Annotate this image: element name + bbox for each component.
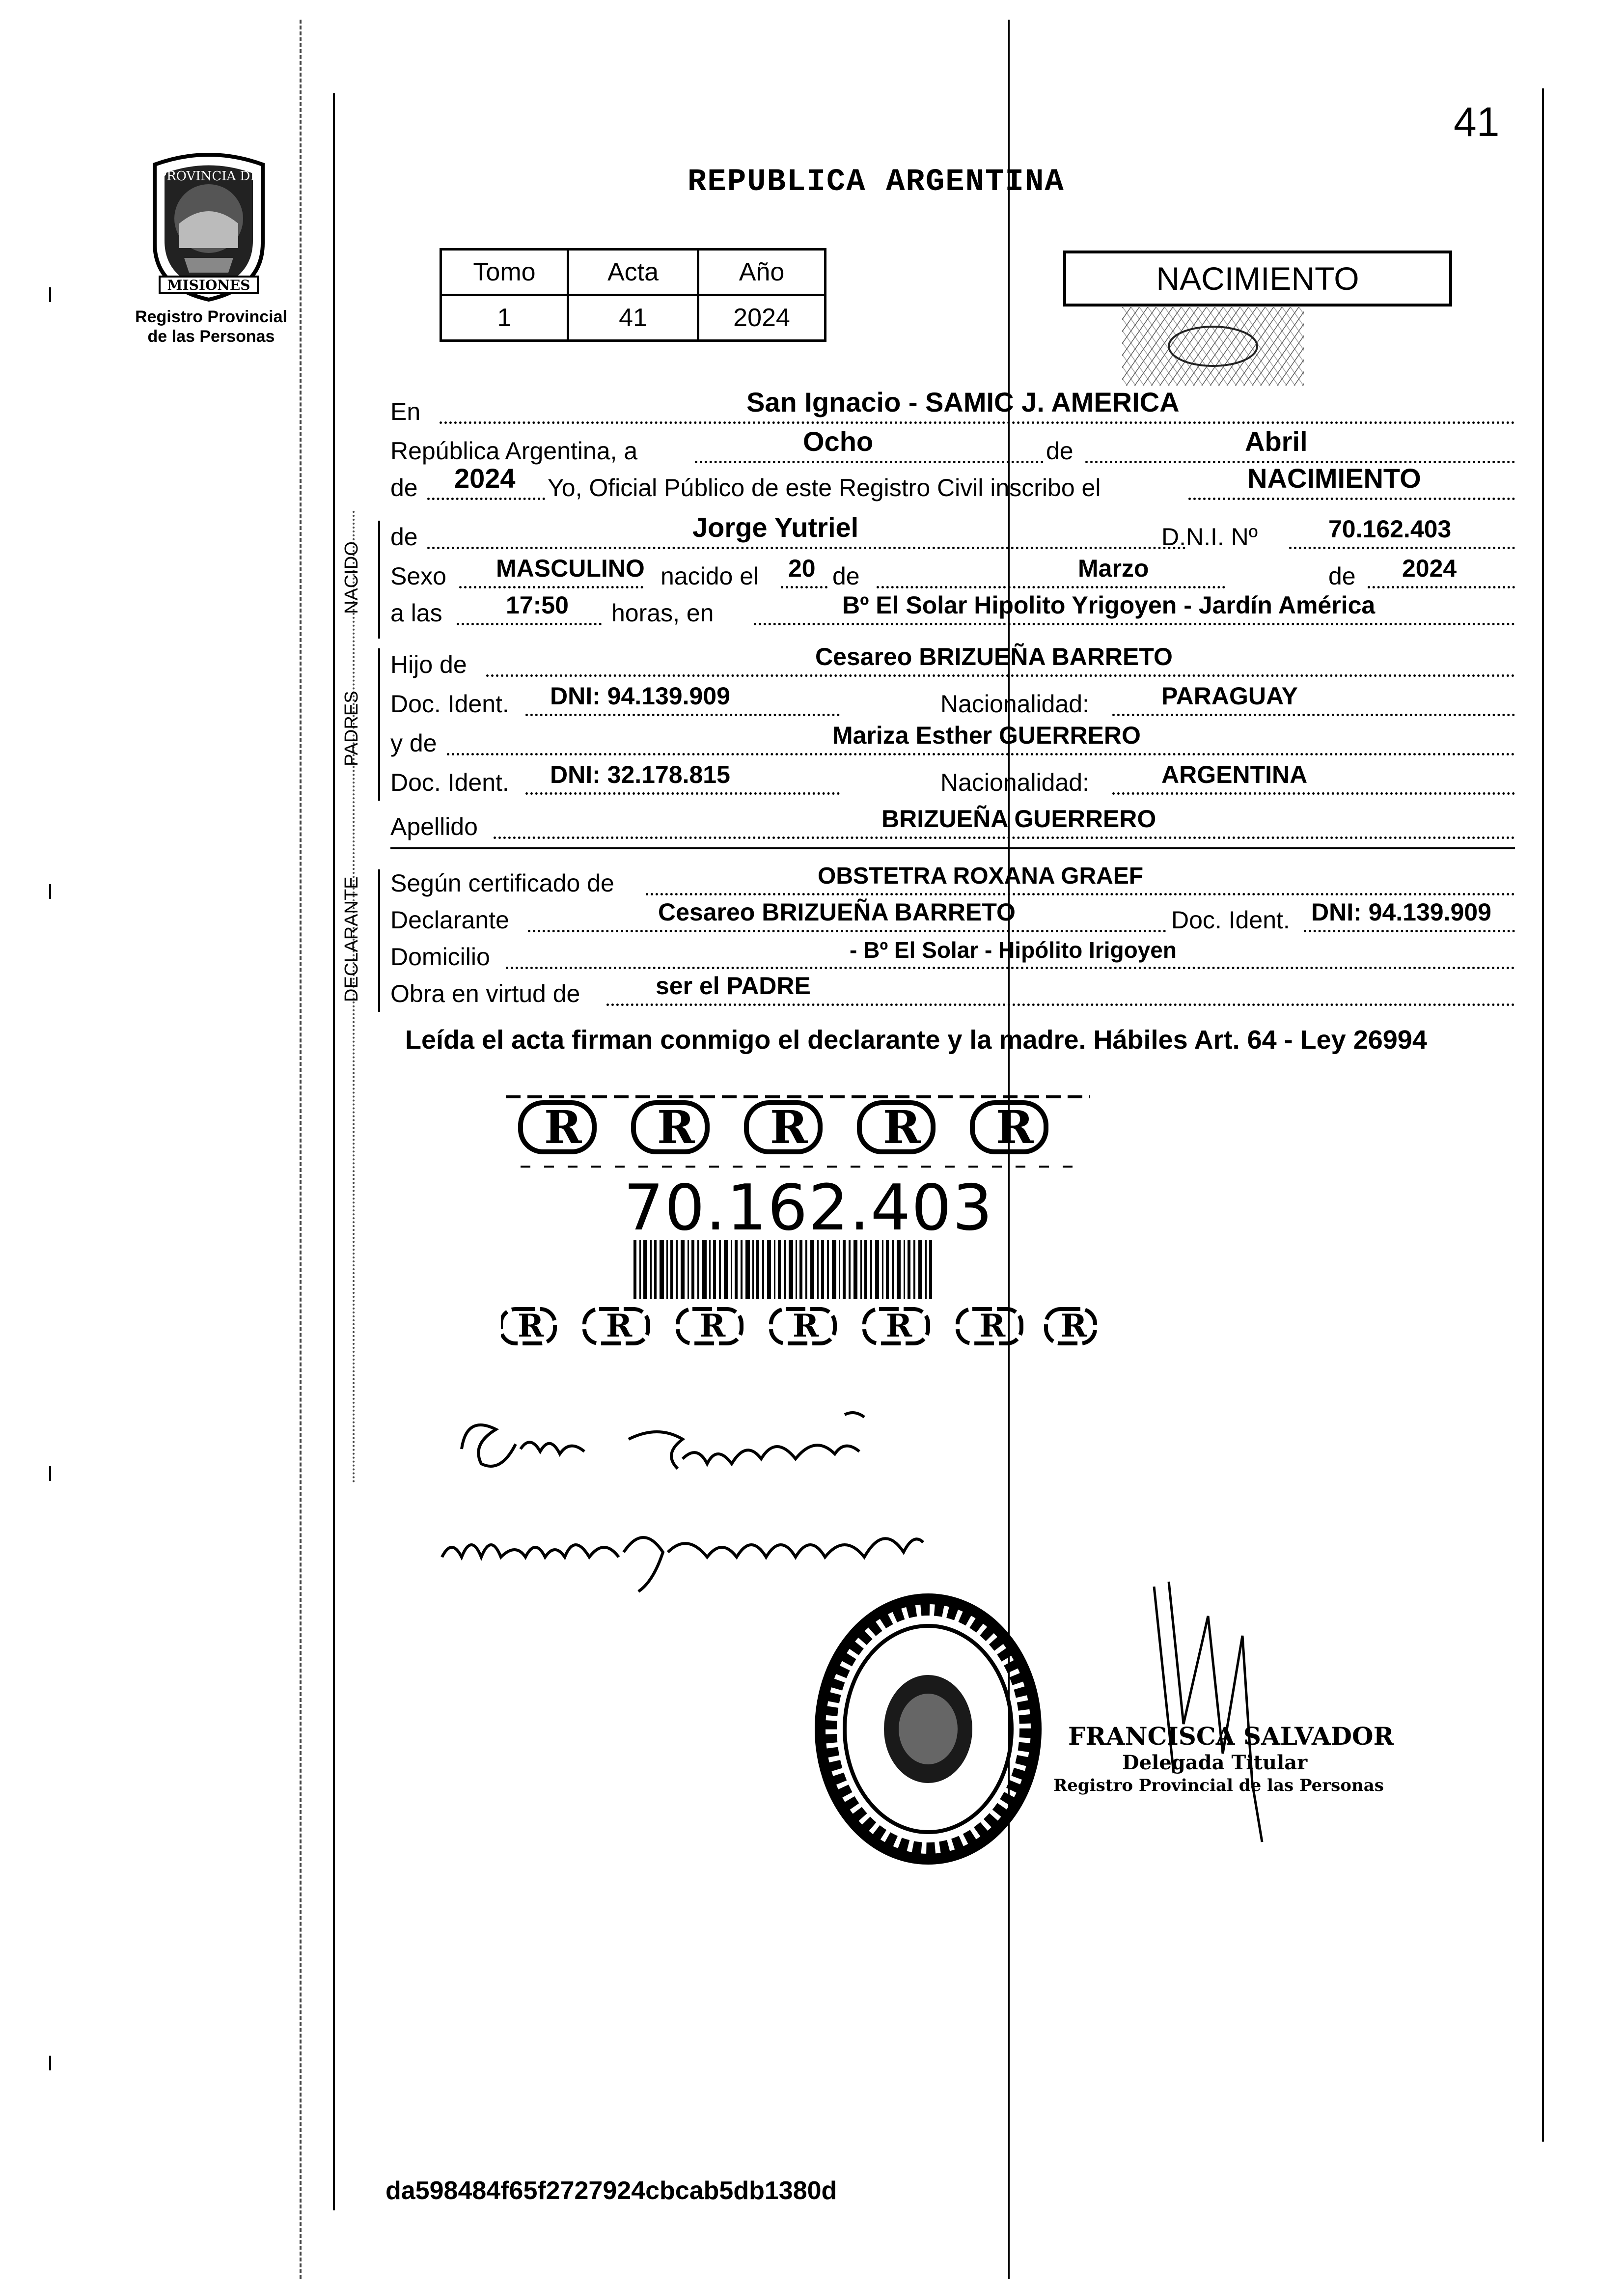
birth-year-value: 2024 [1402, 555, 1457, 582]
child-name-label: de [390, 523, 418, 551]
time-place-row [390, 591, 1515, 629]
nacido-section-label: NACIDO [341, 541, 362, 614]
padres-group-bar [378, 648, 380, 801]
volume-value-tomo: 1 [441, 295, 568, 341]
svg-text:R: R [544, 1101, 582, 1154]
svg-text:R: R [996, 1101, 1034, 1154]
year-value: 2024 [454, 463, 516, 494]
seal-text-top: PROVINCIA DE [158, 169, 260, 184]
father-row [390, 643, 1515, 681]
binding-mark [49, 1466, 51, 1481]
mother-doc-value: DNI: 32.178.815 [550, 761, 730, 788]
declarant-label: Declarante [390, 906, 509, 934]
father-nat-label: Nacionalidad: [940, 690, 1089, 718]
binding-mark [49, 287, 51, 302]
surname-value: BRIZUEÑA GUERRERO [881, 805, 1156, 833]
act-value: NACIMIENTO [1247, 463, 1421, 494]
year-of-label: de [390, 474, 418, 502]
father-label: Hijo de [390, 651, 467, 678]
mother-nat-value: ARGENTINA [1161, 761, 1308, 788]
svg-text:R: R [518, 1308, 544, 1344]
mother-doc-row [390, 761, 1515, 799]
month-of-label: de [1046, 437, 1073, 465]
reason-value: ser el PADRE [656, 972, 811, 1000]
birth-of-label: de [832, 562, 860, 590]
page-number: 41 [1454, 99, 1500, 145]
svg-text:R: R [886, 1308, 912, 1344]
place-value: San Ignacio - SAMIC J. AMERICA [746, 387, 1180, 418]
address-row [390, 937, 1515, 973]
birth-place-label: horas, en [611, 599, 714, 627]
year-row [390, 463, 1515, 504]
padres-section-label: PADRES [341, 691, 362, 766]
dni-label: D.N.I. Nº [1161, 523, 1258, 551]
sex-value: MASCULINO [496, 555, 645, 582]
official-name: FRANCISCA SALVADOR [1068, 1722, 1394, 1751]
document-title: REPUBLICA ARGENTINA [688, 165, 1065, 200]
country-label: República Argentina, a [390, 437, 638, 465]
record-type-box: NACIMIENTO [1063, 251, 1452, 307]
month-value: Abril [1245, 426, 1308, 457]
surname-label: Apellido [390, 813, 478, 840]
mother-nat-label: Nacionalidad: [940, 769, 1089, 796]
volume-header-anio: Año [698, 250, 826, 295]
volume-table [440, 248, 826, 342]
mother-signature [432, 1503, 977, 1601]
mother-value: Mariza Esther GUERRERO [832, 722, 1141, 749]
misiones-seal-icon [140, 150, 277, 302]
svg-text:R: R [657, 1101, 695, 1154]
born-label: nacido el [661, 562, 759, 590]
mother-label: y de [390, 729, 437, 757]
reason-label: Obra en virtud de [390, 980, 580, 1007]
svg-text:R: R [606, 1308, 633, 1344]
child-dni-value: 70.162.403 [1328, 515, 1452, 543]
certificate-value: OBSTETRA ROXANA GRAEF [818, 863, 1144, 889]
volume-table-header-row [441, 250, 826, 295]
security-hologram-icon [1122, 307, 1304, 386]
certificate-row [390, 863, 1515, 899]
declarant-value: Cesareo BRIZUEÑA BARRETO [658, 898, 1016, 926]
binding-mark [49, 2056, 51, 2070]
declarante-section-label: DECLARANTE [341, 876, 362, 1002]
official-office: Registro Provincial de las Personas [1053, 1776, 1384, 1795]
child-name-row [390, 512, 1515, 553]
seal-text-bottom: MISIONES [167, 277, 250, 293]
volume-table-value-row [441, 295, 826, 341]
security-r-marks-top [521, 1101, 1046, 1154]
document-hash: da598484f65f2727924cbcab5db1380d [385, 2176, 837, 2205]
address-label: Domicilio [390, 943, 490, 971]
volume-value-acta: 41 [568, 295, 698, 341]
father-doc-label: Doc. Ident. [390, 690, 509, 718]
binding-mark [49, 884, 51, 899]
svg-text:R: R [883, 1101, 921, 1154]
address-value: - Bº El Solar - Hipólito Irigoyen [850, 937, 1177, 963]
reason-row [390, 972, 1515, 1010]
volume-header-tomo: Tomo [441, 250, 568, 295]
volume-value-anio: 2024 [698, 295, 826, 341]
issuer-name [118, 307, 304, 346]
official-round-stamp-icon [810, 1591, 1046, 1867]
right-border-line [1542, 88, 1544, 2142]
svg-text:R: R [793, 1308, 819, 1344]
child-name-value: Jorge Yutriel [692, 512, 859, 543]
declarante-group-bar [378, 869, 380, 1012]
day-value: Ocho [803, 426, 874, 457]
official-role: Delegada Titular [1122, 1751, 1308, 1774]
place-row [390, 387, 1515, 428]
father-value: Cesareo BRIZUEÑA BARRETO [815, 643, 1173, 670]
closing-statement: Leída el acta firman conmigo el declarante y la madre. Hábiles Art. 64 - Ley 26994 [405, 1025, 1427, 1055]
declarant-signature [452, 1405, 923, 1503]
security-stamp-number: 70.162.403 [624, 1171, 993, 1245]
nacido-group-bar [378, 521, 380, 639]
father-doc-row [390, 682, 1515, 720]
registry-statement: Yo, Oficial Público de este Registro Civil inscribo el [548, 474, 1101, 502]
official-signature [1115, 1577, 1321, 1852]
surname-row [390, 805, 1515, 843]
father-nat-value: PARAGUAY [1161, 682, 1298, 710]
surname-rule [390, 847, 1515, 849]
perforation-line [300, 20, 303, 2279]
time-value: 17:50 [506, 591, 569, 619]
declarant-doc-label: Doc. Ident. [1171, 906, 1290, 934]
issuer-name-line1: Registro Provincial [135, 307, 287, 326]
birth-month-value: Marzo [1078, 555, 1149, 582]
place-label: En [390, 398, 421, 425]
volume-header-acta: Acta [568, 250, 698, 295]
declarant-doc-value: DNI: 94.139.909 [1311, 898, 1491, 926]
birth-place-value: Bº El Solar Hipolito Yrigoyen - Jardín América [842, 591, 1376, 619]
declarant-row [390, 898, 1515, 936]
father-doc-value: DNI: 94.139.909 [550, 682, 730, 710]
security-r-marks-bottom [501, 1308, 1095, 1344]
sex-label: Sexo [390, 562, 446, 590]
mother-row [390, 722, 1515, 759]
svg-text:R: R [699, 1308, 726, 1344]
barcode-icon [633, 1240, 932, 1299]
time-label: a las [390, 599, 442, 627]
svg-text:R: R [1061, 1308, 1087, 1344]
birth-day-value: 20 [788, 555, 816, 582]
svg-text:R: R [770, 1101, 808, 1154]
left-border-line [333, 93, 335, 2210]
mother-doc-label: Doc. Ident. [390, 769, 509, 796]
svg-text:R: R [979, 1308, 1006, 1344]
issuer-name-line2: de las Personas [147, 327, 275, 346]
certificate-label: Según certificado de [390, 869, 614, 897]
birth-of2-label: de [1328, 562, 1356, 590]
sex-birth-row [390, 555, 1515, 592]
